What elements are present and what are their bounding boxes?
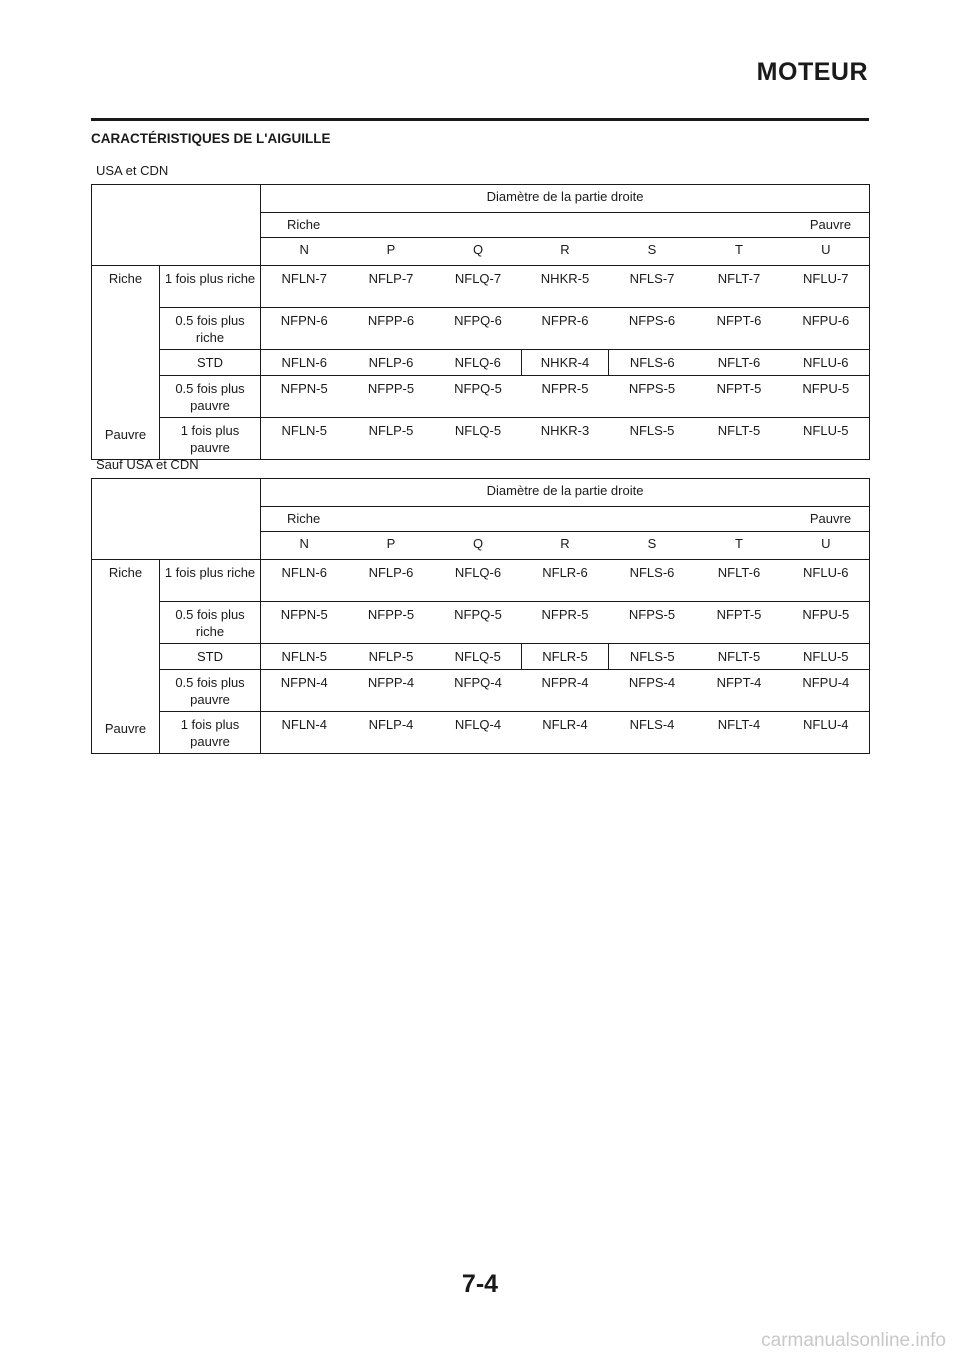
needle-code-cell: NFPQ-4: [435, 669, 522, 711]
column-header: U: [783, 532, 870, 560]
richness-axis-labels: [92, 266, 159, 459]
needle-code-cell: NFPR-5: [522, 602, 609, 644]
column-header: Q: [435, 238, 522, 266]
needle-code-cell: NFPR-6: [522, 308, 609, 350]
header-rule: [91, 118, 869, 121]
richness-axis: [92, 266, 160, 460]
scale-right-label: Pauvre: [809, 217, 852, 232]
needle-code-cell: NFLU-7: [783, 266, 870, 308]
row-level-label: 0.5 fois plus riche: [160, 602, 261, 644]
row-level-label: 0.5 fois plus pauvre: [160, 375, 261, 417]
needle-code-cell: NFLU-4: [803, 716, 849, 732]
needle-code-cell: NFLS-7: [609, 266, 696, 308]
needle-code-cell: NFLN-7: [261, 266, 348, 308]
needle-code-cell: NFPT-6: [696, 308, 783, 350]
row-level-label: 1 fois plus pauvre: [160, 417, 261, 459]
needle-code-cell: NFPQ-5: [435, 375, 522, 417]
needle-code-cell: NFPU-6: [783, 308, 870, 350]
row-level-label: 0.5 fois plus riche: [160, 308, 261, 350]
table-caption-other: Sauf USA et CDN: [96, 457, 199, 472]
needle-code-cell: NFPN-5: [261, 602, 348, 644]
column-header: S: [609, 238, 696, 266]
needle-code-cell: NFPR-5: [522, 375, 609, 417]
needle-code-cell: NFLP-6: [348, 350, 435, 375]
needle-code-cell: NFPP-4: [348, 669, 435, 711]
needle-code-cell: NFLN-4: [281, 716, 327, 732]
column-header: T: [696, 532, 783, 560]
table-row: [92, 266, 870, 308]
needle-code-cell: NFLU-5: [783, 644, 870, 669]
table-row: [92, 375, 870, 417]
scale-indicator: [261, 507, 869, 527]
needle-code-cell: NFLQ-5: [435, 644, 522, 669]
table-row: [92, 350, 870, 375]
column-header: N: [261, 238, 348, 266]
needle-code-cell: NFLP-5: [348, 644, 435, 669]
needle-code-cell: NFLT-6: [696, 560, 783, 602]
needle-code-cell: NFLU-5: [803, 422, 849, 438]
needle-code-cell: NHKR-4: [522, 350, 609, 375]
table-row: [92, 644, 870, 669]
needle-code-cell: NFPU-4: [783, 669, 870, 711]
table-row: [92, 417, 870, 459]
needle-code-cell: NFLP-4: [368, 716, 414, 732]
needle-code-cell: NFPN-4: [261, 669, 348, 711]
needle-table-usa-cdn: [91, 184, 870, 460]
side-bottom-label: Pauvre: [104, 721, 147, 736]
needle-code-cell: NFLU-6: [783, 560, 870, 602]
row-level-label: STD: [160, 350, 261, 375]
needle-code-cell: NFLP-7: [348, 266, 435, 308]
needle-code-cell: NHKR-3: [540, 422, 590, 438]
needle-code-cell: NFLR-4: [542, 716, 588, 732]
needle-code-cell: NFLQ-6: [435, 560, 522, 602]
column-group-label: Diamètre de la partie droite: [261, 479, 870, 507]
needle-code-cell: NFPR-4: [522, 669, 609, 711]
needle-code-cell: NFPT-5: [696, 375, 783, 417]
needle-code-cell: NFPQ-6: [435, 308, 522, 350]
row-level-label: 1 fois plus riche: [160, 560, 261, 602]
scale-cell: [261, 213, 870, 238]
header-blank-cell: [92, 479, 261, 560]
needle-code-cell: NFLT-5: [696, 644, 783, 669]
side-top-label: Riche: [108, 271, 143, 286]
needle-code-cell: NFLT-5: [717, 422, 761, 438]
table-caption-usa-cdn: USA et CDN: [96, 163, 169, 178]
scale-right-label: Pauvre: [809, 511, 852, 526]
needle-code-cell: NFPS-4: [609, 669, 696, 711]
needle-code-cell: NFPT-4: [696, 669, 783, 711]
scale-indicator: [261, 213, 869, 233]
needle-code-cell: NFPP-5: [348, 375, 435, 417]
needle-code-cell: NFLS-4: [629, 716, 675, 732]
needle-code-cell: NFLT-6: [696, 350, 783, 375]
needle-code-cell: NFLN-5: [281, 422, 327, 438]
richness-axis-labels: [92, 560, 159, 753]
page-title: MOTEUR: [756, 58, 868, 86]
needle-code-cell: NFLS-5: [629, 422, 675, 438]
needle-code-cell: NFPS-5: [609, 375, 696, 417]
needle-code-cell: NFLT-7: [696, 266, 783, 308]
needle-code-cell: NFPU-5: [783, 375, 870, 417]
header-blank-cell: [92, 185, 261, 266]
header-row-group: [92, 185, 870, 213]
column-group-label: Diamètre de la partie droite: [261, 185, 870, 213]
needle-code-cell: NFPT-5: [696, 602, 783, 644]
scale-cell: [261, 507, 870, 532]
column-header: Q: [435, 532, 522, 560]
column-header: P: [348, 238, 435, 266]
needle-code-cell: NFLS-5: [609, 644, 696, 669]
needle-code-cell: NFPP-6: [348, 308, 435, 350]
needle-code-cell: NFLQ-4: [454, 716, 502, 732]
watermark: carmanualsonline.info: [761, 1330, 946, 1351]
row-level-label: STD: [160, 644, 261, 669]
needle-code-cell: NFLQ-7: [435, 266, 522, 308]
needle-code-cell: NFPP-5: [348, 602, 435, 644]
needle-code-cell: NFLS-6: [609, 350, 696, 375]
needle-code-cell: NFPS-6: [609, 308, 696, 350]
side-top-label: Riche: [108, 565, 143, 580]
table-row: [92, 308, 870, 350]
needle-code-cell: NFLR-5: [522, 644, 609, 669]
row-level-label: 1 fois plus riche: [160, 266, 261, 308]
needle-code-cell: NFPN-5: [261, 375, 348, 417]
needle-code-cell: NHKR-5: [522, 266, 609, 308]
table-row: [92, 602, 870, 644]
needle-code-cell: NFPN-6: [261, 308, 348, 350]
needle-code-cell: NFPS-5: [609, 602, 696, 644]
needle-code-cell: NFLN-6: [261, 560, 348, 602]
row-level-label: 1 fois plus pauvre: [160, 711, 261, 753]
needle-code-cell: NFLN-5: [261, 644, 348, 669]
needle-code-cell: NFLR-6: [522, 560, 609, 602]
needle-table-other: [91, 478, 870, 754]
row-level-label: 0.5 fois plus pauvre: [160, 669, 261, 711]
column-header: R: [522, 532, 609, 560]
section-heading: CARACTÉRISTIQUES DE L'AIGUILLE: [91, 131, 331, 146]
column-header: N: [261, 532, 348, 560]
needle-code-cell: NFLS-6: [609, 560, 696, 602]
needle-code-cell: NFLN-6: [261, 350, 348, 375]
needle-code-cell: NFLP-6: [348, 560, 435, 602]
page-number: 7-4: [461, 1270, 499, 1298]
needle-code-cell: NFLU-6: [783, 350, 870, 375]
table-row: [92, 560, 870, 602]
side-bottom-label: Pauvre: [104, 427, 147, 442]
table-row: [92, 711, 870, 753]
scale-left-label: Riche: [287, 511, 321, 526]
needle-code-cell: NFPU-5: [783, 602, 870, 644]
richness-axis: [92, 560, 160, 754]
column-header: R: [522, 238, 609, 266]
column-header: P: [348, 532, 435, 560]
header-row-group: [92, 479, 870, 507]
needle-code-cell: NFLQ-5: [454, 422, 502, 438]
column-header: T: [696, 238, 783, 266]
scale-left-label: Riche: [287, 217, 321, 232]
table-row: [92, 669, 870, 711]
needle-code-cell: NFLP-5: [368, 422, 414, 438]
column-header: U: [783, 238, 870, 266]
needle-code-cell: NFLT-4: [717, 716, 761, 732]
needle-code-cell: NFLQ-6: [435, 350, 522, 375]
column-header: S: [609, 532, 696, 560]
needle-code-cell: NFPQ-5: [435, 602, 522, 644]
